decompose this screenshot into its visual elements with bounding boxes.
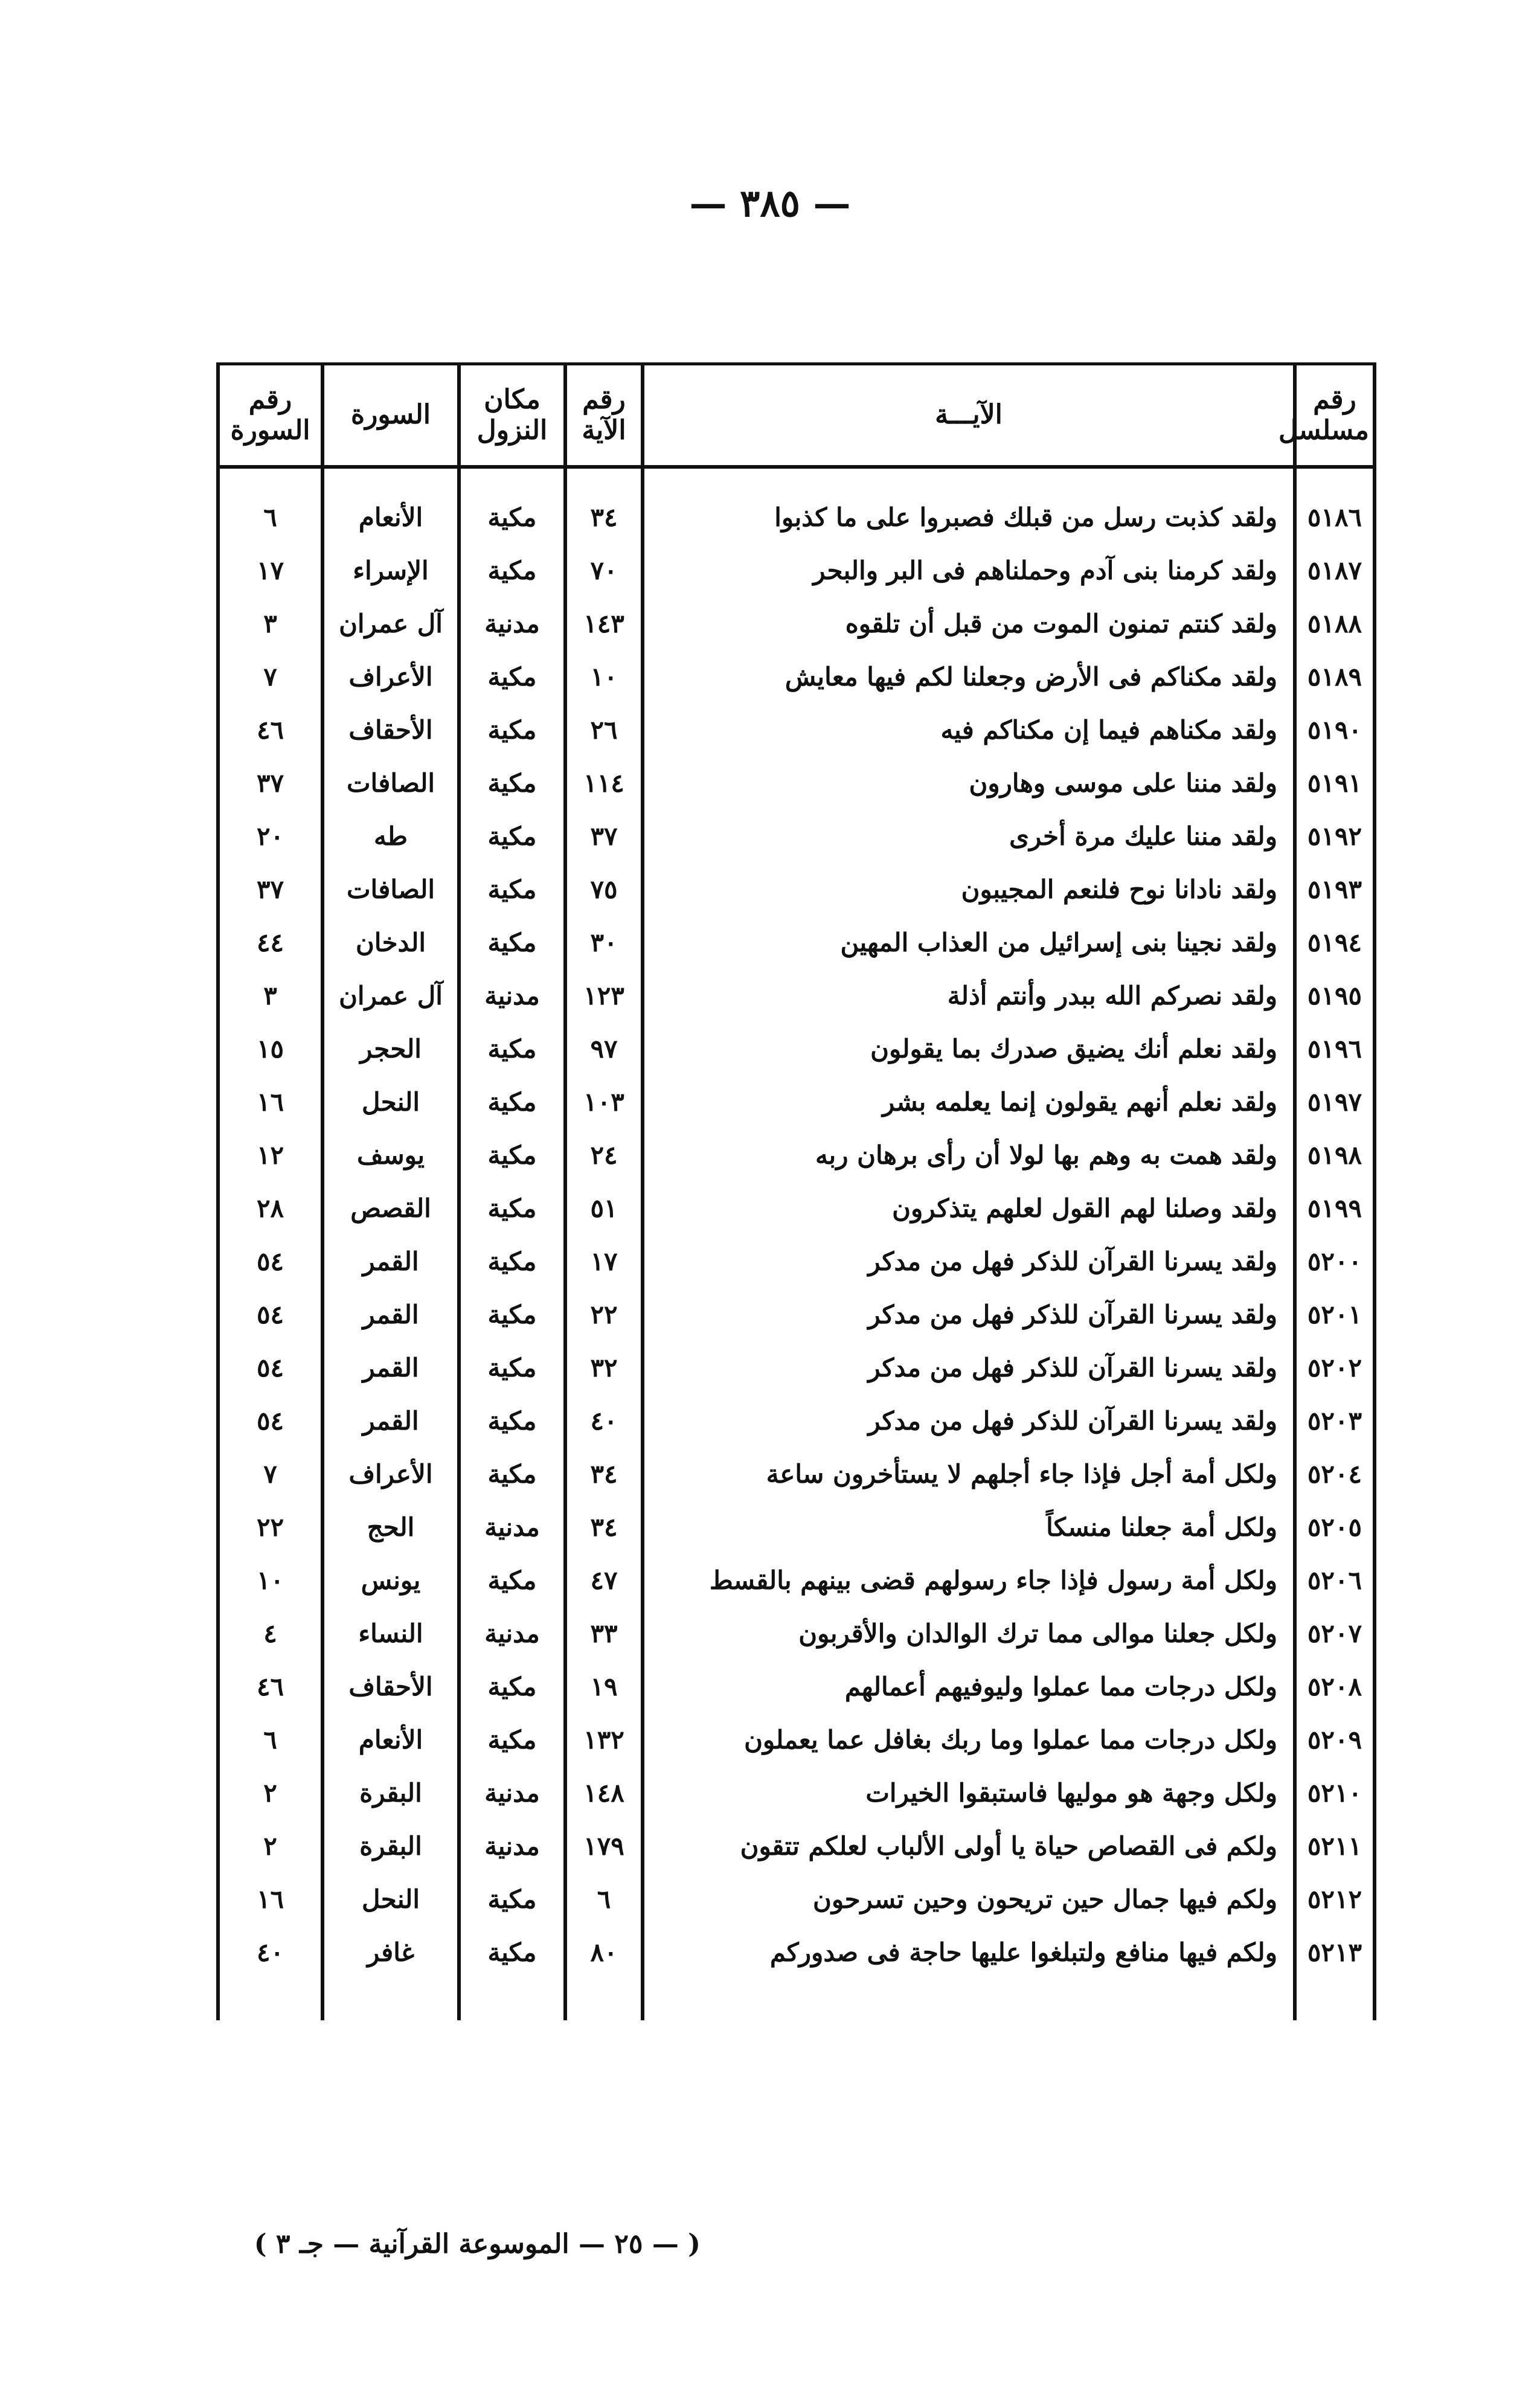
cell-revelation: مدنية bbox=[459, 1819, 565, 1872]
cell-verse: ولقد يسرنا القرآن للذكر فهل من مدكر bbox=[643, 1341, 1295, 1394]
cell-serial: ٥٢١٢ bbox=[1295, 1872, 1375, 1925]
cell-surah: طه bbox=[322, 809, 459, 862]
cell-revelation: مكية bbox=[459, 1660, 565, 1713]
cell-verse-number: ١٧٩ bbox=[565, 1819, 643, 1872]
table-row bbox=[218, 1022, 1375, 1075]
table-row bbox=[218, 1394, 1375, 1447]
cell-serial: ٥٢٠٥ bbox=[1295, 1500, 1375, 1553]
cell-surah: يونس bbox=[322, 1553, 459, 1607]
cell-serial: ٥١٩٨ bbox=[1295, 1128, 1375, 1181]
table-tail-row bbox=[218, 1979, 1375, 2020]
table-tail-cell bbox=[459, 1979, 565, 2020]
cell-surah: آل عمران bbox=[322, 969, 459, 1022]
cell-revelation: مكية bbox=[459, 1235, 565, 1288]
cell-surah: غافر bbox=[322, 1925, 459, 1979]
cell-serial: ٥٢٠١ bbox=[1295, 1288, 1375, 1341]
cell-serial: ٥١٨٧ bbox=[1295, 544, 1375, 597]
table-row bbox=[218, 490, 1375, 544]
cell-verse-number: ٣٤ bbox=[565, 1447, 643, 1500]
cell-verse-number: ١٧ bbox=[565, 1235, 643, 1288]
cell-surah-number: ٥٤ bbox=[218, 1394, 322, 1447]
cell-verse: ولقد يسرنا القرآن للذكر فهل من مدكر bbox=[643, 1235, 1295, 1288]
table-row bbox=[218, 1660, 1375, 1713]
cell-surah: القصص bbox=[322, 1181, 459, 1235]
cell-surah-number: ٤ bbox=[218, 1607, 322, 1660]
cell-surah-number: ١٦ bbox=[218, 1872, 322, 1925]
cell-verse-number: ٣٤ bbox=[565, 490, 643, 544]
cell-surah: الأحقاف bbox=[322, 1660, 459, 1713]
cell-revelation: مكية bbox=[459, 1288, 565, 1341]
cell-verse-number: ٣٤ bbox=[565, 1500, 643, 1553]
cell-surah-number: ٤٠ bbox=[218, 1925, 322, 1979]
cell-serial: ٥١٩٥ bbox=[1295, 969, 1375, 1022]
table-row bbox=[218, 1553, 1375, 1607]
cell-serial: ٥١٩٦ bbox=[1295, 1022, 1375, 1075]
cell-revelation: مكية bbox=[459, 1447, 565, 1500]
cell-surah-number: ٧ bbox=[218, 650, 322, 703]
cell-revelation: مكية bbox=[459, 1925, 565, 1979]
table-row bbox=[218, 1181, 1375, 1235]
cell-verse-number: ١٤٨ bbox=[565, 1766, 643, 1819]
cell-surah-number: ١٢ bbox=[218, 1128, 322, 1181]
cell-serial: ٥٢١١ bbox=[1295, 1819, 1375, 1872]
table-tail-cell bbox=[565, 1979, 643, 2020]
cell-verse-number: ١٠ bbox=[565, 650, 643, 703]
table-tail-cell bbox=[643, 1979, 1295, 2020]
cell-serial: ٥٢٠٧ bbox=[1295, 1607, 1375, 1660]
cell-surah-number: ١٥ bbox=[218, 1022, 322, 1075]
cell-verse-number: ٣٣ bbox=[565, 1607, 643, 1660]
table-row bbox=[218, 1341, 1375, 1394]
table-row bbox=[218, 1872, 1375, 1925]
cell-surah-number: ٣٧ bbox=[218, 756, 322, 809]
cell-surah: البقرة bbox=[322, 1819, 459, 1872]
cell-surah: الصافات bbox=[322, 756, 459, 809]
cell-verse: ولقد نجينا بنى إسرائيل من العذاب المهين bbox=[643, 916, 1295, 969]
header-surah-number: رقم السورة bbox=[218, 364, 322, 467]
cell-serial: ٥١٩٤ bbox=[1295, 916, 1375, 969]
cell-surah: الحج bbox=[322, 1500, 459, 1553]
cell-verse: ولقد همت به وهم بها لولا أن رأى برهان ربه bbox=[643, 1128, 1295, 1181]
cell-surah-number: ٢٨ bbox=[218, 1181, 322, 1235]
cell-verse: ولكل وجهة هو موليها فاستبقوا الخيرات bbox=[643, 1766, 1295, 1819]
cell-verse: ولكل جعلنا موالى مما ترك الوالدان والأقربون bbox=[643, 1607, 1295, 1660]
cell-surah-number: ١٧ bbox=[218, 544, 322, 597]
cell-surah-number: ٢٠ bbox=[218, 809, 322, 862]
cell-surah: الصافات bbox=[322, 862, 459, 916]
cell-surah-number: ٤٦ bbox=[218, 1660, 322, 1713]
cell-surah: النحل bbox=[322, 1075, 459, 1128]
cell-surah-number: ٦ bbox=[218, 1713, 322, 1766]
cell-revelation: مدنية bbox=[459, 1500, 565, 1553]
cell-serial: ٥١٨٩ bbox=[1295, 650, 1375, 703]
table-row bbox=[218, 1819, 1375, 1872]
cell-serial: ٥٢٠٦ bbox=[1295, 1553, 1375, 1607]
cell-surah: النساء bbox=[322, 1607, 459, 1660]
cell-revelation: مكية bbox=[459, 862, 565, 916]
cell-surah: النحل bbox=[322, 1872, 459, 1925]
cell-verse: ولكل درجات مما عملوا وليوفيهم أعمالهم bbox=[643, 1660, 1295, 1713]
cell-serial: ٥١٩٧ bbox=[1295, 1075, 1375, 1128]
header-surah: السورة bbox=[322, 364, 459, 467]
cell-verse: ولكم فى القصاص حياة يا أولى الألباب لعلكم تتقون bbox=[643, 1819, 1295, 1872]
table-row bbox=[218, 862, 1375, 916]
cell-surah: الدخان bbox=[322, 916, 459, 969]
table-row bbox=[218, 1766, 1375, 1819]
cell-verse-number: ٤٧ bbox=[565, 1553, 643, 1607]
cell-revelation: مكية bbox=[459, 1872, 565, 1925]
table-row bbox=[218, 1925, 1375, 1979]
cell-verse-number: ٣٠ bbox=[565, 916, 643, 969]
table-row bbox=[218, 1075, 1375, 1128]
cell-verse: ولكم فيها منافع ولتبلغوا عليها حاجة فى صدوركم bbox=[643, 1925, 1295, 1979]
cell-revelation: مكية bbox=[459, 1181, 565, 1235]
cell-revelation: مدنية bbox=[459, 969, 565, 1022]
cell-serial: ٥٢٠٨ bbox=[1295, 1660, 1375, 1713]
table-row bbox=[218, 650, 1375, 703]
cell-verse-number: ٣٢ bbox=[565, 1341, 643, 1394]
table-tail-cell bbox=[218, 1979, 322, 2020]
cell-revelation: مكية bbox=[459, 1022, 565, 1075]
page-number: — ٣٨٥ — bbox=[689, 181, 851, 225]
table-row bbox=[218, 544, 1375, 597]
table-row bbox=[218, 597, 1375, 650]
cell-surah: الأعراف bbox=[322, 650, 459, 703]
cell-surah-number: ٣ bbox=[218, 969, 322, 1022]
cell-verse-number: ١٤٣ bbox=[565, 597, 643, 650]
cell-surah: البقرة bbox=[322, 1766, 459, 1819]
table-row bbox=[218, 1288, 1375, 1341]
cell-verse-number: ٩٧ bbox=[565, 1022, 643, 1075]
cell-revelation: مدنية bbox=[459, 1766, 565, 1819]
cell-serial: ٥١٩٣ bbox=[1295, 862, 1375, 916]
cell-serial: ٥٢١٠ bbox=[1295, 1766, 1375, 1819]
cell-surah: الأنعام bbox=[322, 1713, 459, 1766]
cell-serial: ٥٢٠٤ bbox=[1295, 1447, 1375, 1500]
cell-serial: ٥٢٠٣ bbox=[1295, 1394, 1375, 1447]
cell-verse: ولكل أمة جعلنا منسكاً bbox=[643, 1500, 1295, 1553]
cell-verse: ولكم فيها جمال حين تريحون وحين تسرحون bbox=[643, 1872, 1295, 1925]
cell-verse: ولقد مننا على موسى وهارون bbox=[643, 756, 1295, 809]
cell-surah-number: ٥٤ bbox=[218, 1341, 322, 1394]
cell-revelation: مكية bbox=[459, 1713, 565, 1766]
cell-verse: ولقد نادانا نوح فلنعم المجيبون bbox=[643, 862, 1295, 916]
cell-verse-number: ٨٠ bbox=[565, 1925, 643, 1979]
table-tail-cell bbox=[322, 1979, 459, 2020]
cell-surah-number: ٤٤ bbox=[218, 916, 322, 969]
cell-serial: ٥١٩٢ bbox=[1295, 809, 1375, 862]
cell-revelation: مكية bbox=[459, 490, 565, 544]
cell-verse-number: ١٠٣ bbox=[565, 1075, 643, 1128]
cell-surah: يوسف bbox=[322, 1128, 459, 1181]
header-revelation: مكان النزول bbox=[459, 364, 565, 467]
cell-surah: الأعراف bbox=[322, 1447, 459, 1500]
cell-serial: ٥١٨٨ bbox=[1295, 597, 1375, 650]
cell-surah-number: ٤٦ bbox=[218, 703, 322, 756]
cell-revelation: مدنية bbox=[459, 1607, 565, 1660]
cell-revelation: مكية bbox=[459, 756, 565, 809]
cell-surah-number: ٣٧ bbox=[218, 862, 322, 916]
cell-serial: ٥١٨٦ bbox=[1295, 490, 1375, 544]
table-row bbox=[218, 1447, 1375, 1500]
table-header-row bbox=[218, 364, 1375, 467]
cell-surah: آل عمران bbox=[322, 597, 459, 650]
cell-surah: الإسراء bbox=[322, 544, 459, 597]
cell-surah-number: ٥٤ bbox=[218, 1288, 322, 1341]
cell-revelation: مكية bbox=[459, 544, 565, 597]
cell-verse-number: ١٣٢ bbox=[565, 1713, 643, 1766]
table-tail-cell bbox=[1295, 1979, 1375, 2020]
cell-verse-number: ٢٢ bbox=[565, 1288, 643, 1341]
cell-verse-number: ٢٦ bbox=[565, 703, 643, 756]
cell-revelation: مكية bbox=[459, 703, 565, 756]
cell-surah-number: ٥٤ bbox=[218, 1235, 322, 1288]
cell-revelation: مدنية bbox=[459, 597, 565, 650]
table-row bbox=[218, 1235, 1375, 1288]
cell-surah: الأنعام bbox=[322, 490, 459, 544]
cell-verse: ولقد مكناكم فى الأرض وجعلنا لكم فيها معايش bbox=[643, 650, 1295, 703]
cell-verse: ولكل أمة أجل فإذا جاء أجلهم لا يستأخرون ساعة bbox=[643, 1447, 1295, 1500]
cell-serial: ٥١٩١ bbox=[1295, 756, 1375, 809]
cell-surah-number: ٢٢ bbox=[218, 1500, 322, 1553]
footer-source: ( — ٢٥ — الموسوعة القرآنية — جـ ٣ ) bbox=[254, 2229, 701, 2259]
cell-revelation: مكية bbox=[459, 650, 565, 703]
cell-verse-number: ٣٧ bbox=[565, 809, 643, 862]
table-row bbox=[218, 1128, 1375, 1181]
cell-verse: ولقد يسرنا القرآن للذكر فهل من مدكر bbox=[643, 1288, 1295, 1341]
cell-surah-number: ٧ bbox=[218, 1447, 322, 1500]
table-row bbox=[218, 756, 1375, 809]
cell-verse-number: ٧٠ bbox=[565, 544, 643, 597]
cell-surah-number: ٣ bbox=[218, 597, 322, 650]
cell-serial: ٥١٩٩ bbox=[1295, 1181, 1375, 1235]
cell-verse: ولقد مكناهم فيما إن مكناكم فيه bbox=[643, 703, 1295, 756]
cell-verse: ولقد يسرنا القرآن للذكر فهل من مدكر bbox=[643, 1394, 1295, 1447]
cell-verse: ولقد كنتم تمنون الموت من قبل أن تلقوه bbox=[643, 597, 1295, 650]
header-verse: الآيـــة bbox=[643, 364, 1295, 467]
cell-verse: ولقد كرمنا بنى آدم وحملناهم فى البر والبحر bbox=[643, 544, 1295, 597]
cell-verse: ولقد كذبت رسل من قبلك فصبروا على ما كذبوا bbox=[643, 490, 1295, 544]
table-row bbox=[218, 969, 1375, 1022]
table-row bbox=[218, 1607, 1375, 1660]
table-body bbox=[218, 467, 1375, 2020]
cell-surah: القمر bbox=[322, 1235, 459, 1288]
table-row bbox=[218, 1500, 1375, 1553]
cell-verse: ولقد مننا عليك مرة أخرى bbox=[643, 809, 1295, 862]
cell-surah: القمر bbox=[322, 1288, 459, 1341]
table-spacer-row bbox=[218, 467, 1375, 490]
cell-surah: القمر bbox=[322, 1394, 459, 1447]
cell-surah-number: ١٦ bbox=[218, 1075, 322, 1128]
cell-revelation: مكية bbox=[459, 1128, 565, 1181]
cell-verse-number: ١٢٣ bbox=[565, 969, 643, 1022]
cell-surah-number: ٢ bbox=[218, 1819, 322, 1872]
cell-verse: ولقد وصلنا لهم القول لعلهم يتذكرون bbox=[643, 1181, 1295, 1235]
cell-verse-number: ١٩ bbox=[565, 1660, 643, 1713]
cell-surah-number: ١٠ bbox=[218, 1553, 322, 1607]
cell-verse-number: ٥١ bbox=[565, 1181, 643, 1235]
cell-verse-number: ٤٠ bbox=[565, 1394, 643, 1447]
cell-verse-number: ٦ bbox=[565, 1872, 643, 1925]
cell-verse: ولقد نعلم أنك يضيق صدرك بما يقولون bbox=[643, 1022, 1295, 1075]
cell-surah: الحجر bbox=[322, 1022, 459, 1075]
cell-revelation: مكية bbox=[459, 809, 565, 862]
cell-verse: ولكل درجات مما عملوا وما ربك بغافل عما يعملون bbox=[643, 1713, 1295, 1766]
cell-serial: ٥٢٠٠ bbox=[1295, 1235, 1375, 1288]
header-serial: رقم مسلسل bbox=[1295, 364, 1375, 467]
cell-verse: ولقد نعلم أنهم يقولون إنما يعلمه بشر bbox=[643, 1075, 1295, 1128]
cell-surah-number: ٦ bbox=[218, 490, 322, 544]
table-row bbox=[218, 916, 1375, 969]
cell-surah: القمر bbox=[322, 1341, 459, 1394]
table-row bbox=[218, 1713, 1375, 1766]
cell-serial: ٥١٩٠ bbox=[1295, 703, 1375, 756]
header-verse-number: رقم الآية bbox=[565, 364, 643, 467]
verse-index-table bbox=[216, 362, 1376, 2020]
cell-verse: ولقد نصركم الله ببدر وأنتم أذلة bbox=[643, 969, 1295, 1022]
cell-revelation: مكية bbox=[459, 916, 565, 969]
cell-revelation: مكية bbox=[459, 1394, 565, 1447]
cell-verse-number: ٧٥ bbox=[565, 862, 643, 916]
table-row bbox=[218, 703, 1375, 756]
cell-verse-number: ١١٤ bbox=[565, 756, 643, 809]
cell-surah-number: ٢ bbox=[218, 1766, 322, 1819]
cell-surah: الأحقاف bbox=[322, 703, 459, 756]
cell-verse: ولكل أمة رسول فإذا جاء رسولهم قضى بينهم بالقسط bbox=[643, 1553, 1295, 1607]
cell-serial: ٥٢٠٢ bbox=[1295, 1341, 1375, 1394]
cell-serial: ٥٢٠٩ bbox=[1295, 1713, 1375, 1766]
table-row bbox=[218, 809, 1375, 862]
cell-revelation: مكية bbox=[459, 1553, 565, 1607]
cell-revelation: مكية bbox=[459, 1075, 565, 1128]
cell-serial: ٥٢١٣ bbox=[1295, 1925, 1375, 1979]
cell-revelation: مكية bbox=[459, 1341, 565, 1394]
cell-verse-number: ٢٤ bbox=[565, 1128, 643, 1181]
